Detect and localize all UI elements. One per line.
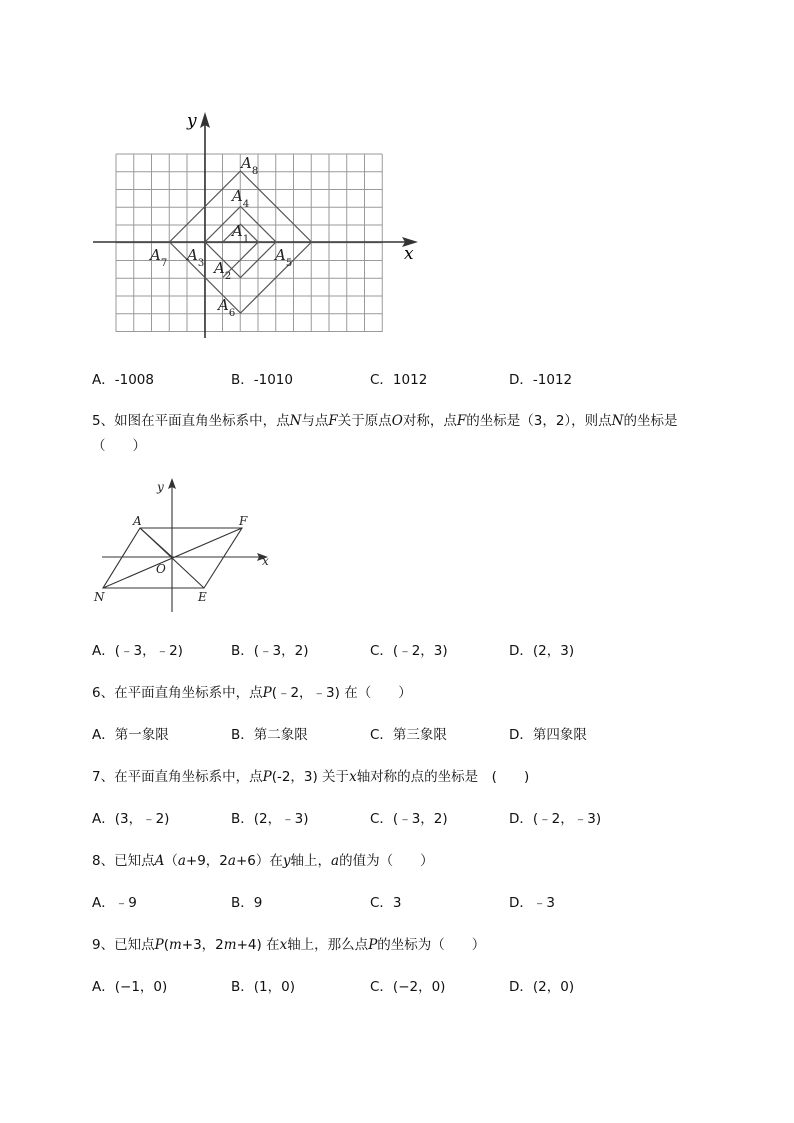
label-a3: $A_3$ (187, 246, 205, 269)
q9-var-x: x (279, 937, 288, 953)
q8-question (92, 849, 434, 869)
q9-text: ( (163, 937, 169, 953)
q5-text: 的坐标是（3，2），则点 (466, 413, 612, 429)
q6-option-a[interactable]: A．第一象限 (92, 727, 169, 743)
q5-var-o: O (391, 413, 403, 429)
q9-question (92, 933, 485, 953)
q5-text: 5、如图在平面直角坐标系中，点 (92, 413, 290, 429)
x-axis-label: x (404, 244, 414, 264)
q9-var-m: m (168, 937, 182, 953)
q4-option-d[interactable]: D．-1012 (509, 372, 573, 388)
label-a1: $A_1$ (232, 222, 250, 245)
fig2-label-f: F (239, 514, 248, 528)
q4-option-a[interactable]: A．-1008 (92, 372, 154, 388)
q9-text: 的坐标为（ ） (377, 937, 486, 953)
q7-var-p: P (262, 769, 272, 785)
q8-var-a: a (331, 853, 340, 869)
fig2-label-e: E (198, 590, 207, 604)
q8-var-a-point: A (154, 853, 165, 869)
q5-text: 关于原点 (337, 413, 392, 429)
q7-text: 轴对称的点的坐标是 ( ) (356, 769, 530, 785)
q8-option-b[interactable]: B．9 (231, 895, 263, 911)
q4-option-c[interactable]: C．1012 (370, 372, 428, 388)
q5-text: 的坐标是 (623, 413, 678, 429)
q6-var-p: P (262, 685, 272, 701)
q7-text: 7、在平面直角坐标系中，点 (92, 769, 263, 785)
q5-option-d[interactable]: D．(2，3) (509, 643, 575, 659)
q8-text: 的值为（ ） (339, 853, 434, 869)
q6-text: 6、在平面直角坐标系中，点 (92, 685, 263, 701)
q9-option-b[interactable]: B．(1，0) (231, 979, 295, 995)
q5-option-c[interactable]: C．(﹣2，3) (370, 643, 448, 659)
fig2-x-label: x (262, 554, 269, 568)
fig2-label-a: A (133, 514, 142, 528)
q7-option-d[interactable]: D．(﹣2，﹣3) (509, 811, 602, 827)
q7-option-a[interactable]: A．(3，﹣2) (92, 811, 170, 827)
q8-text: （ (164, 853, 178, 869)
q9-text: +3，2 (181, 937, 224, 953)
q9-text: +4) 在 (236, 937, 280, 953)
q8-option-d[interactable]: D．﹣3 (509, 895, 555, 911)
q5-text: 与点 (301, 413, 329, 429)
q6-text: (﹣2，﹣3) 在（ ） (271, 685, 412, 701)
q7-var-x: x (349, 769, 357, 785)
q6-option-c[interactable]: C．第三象限 (370, 727, 447, 743)
q5-question (92, 409, 677, 429)
q7-option-b[interactable]: B．(2，﹣3) (231, 811, 309, 827)
q6-option-b[interactable]: B．第二象限 (231, 727, 308, 743)
label-a6: $A_6$ (218, 296, 236, 319)
label-a8: $A_8$ (241, 154, 259, 177)
q9-option-c[interactable]: C．(−2，0) (370, 979, 446, 995)
label-a7: $A_7$ (150, 246, 168, 269)
q7-question (92, 765, 529, 785)
q6-option-d[interactable]: D．第四象限 (509, 727, 587, 743)
q9-option-a[interactable]: A．(−1，0) (92, 979, 168, 995)
q5-var-f: F (328, 413, 338, 429)
segment-ao (140, 528, 172, 557)
q9-var-p: P (368, 937, 378, 953)
q9-var-m: m (223, 937, 237, 953)
q8-text: +6）在 (235, 853, 283, 869)
q8-option-a[interactable]: A．﹣9 (92, 895, 137, 911)
q8-option-c[interactable]: C．3 (370, 895, 402, 911)
label-a5: $A_5$ (275, 246, 293, 269)
q8-var-a: a (227, 853, 236, 869)
fig2-label-n: N (94, 590, 105, 604)
q8-var-y: y (282, 853, 291, 869)
y-axis-label: y (187, 111, 197, 131)
q5-var-f: F (456, 413, 467, 429)
fig2-label-o: O (156, 562, 166, 576)
q8-text: +9，2 (185, 853, 228, 869)
q5-text: 对称，点 (402, 413, 457, 429)
fig2-y-label: y (157, 480, 164, 494)
q7-text: (-2，3) 关于 (271, 769, 350, 785)
q8-text: 轴上， (290, 853, 332, 869)
q5-option-a[interactable]: A．(﹣3，﹣2) (92, 643, 183, 659)
q5-var-n: N (611, 413, 624, 429)
q7-option-c[interactable]: C．(﹣3，2) (370, 811, 448, 827)
q9-var-p: P (154, 937, 164, 953)
grid-figure (90, 105, 430, 345)
q9-text: 轴上，那么点 (287, 937, 369, 953)
q5-var-n: N (289, 413, 302, 429)
label-a2: $A_2$ (214, 259, 232, 282)
q8-text: 8、已知点 (92, 853, 155, 869)
q9-text: 9、已知点 (92, 937, 155, 953)
q6-question (92, 681, 412, 701)
q9-option-d[interactable]: D．(2，0) (509, 979, 575, 995)
q5-answer-blank: （ ） (92, 438, 146, 454)
q4-option-b[interactable]: B．-1010 (231, 372, 293, 388)
q8-var-a: a (177, 853, 186, 869)
q5-option-b[interactable]: B．(﹣3，2) (231, 643, 309, 659)
label-a4: $A_4$ (232, 187, 250, 210)
parallelogram-figure (90, 475, 280, 615)
